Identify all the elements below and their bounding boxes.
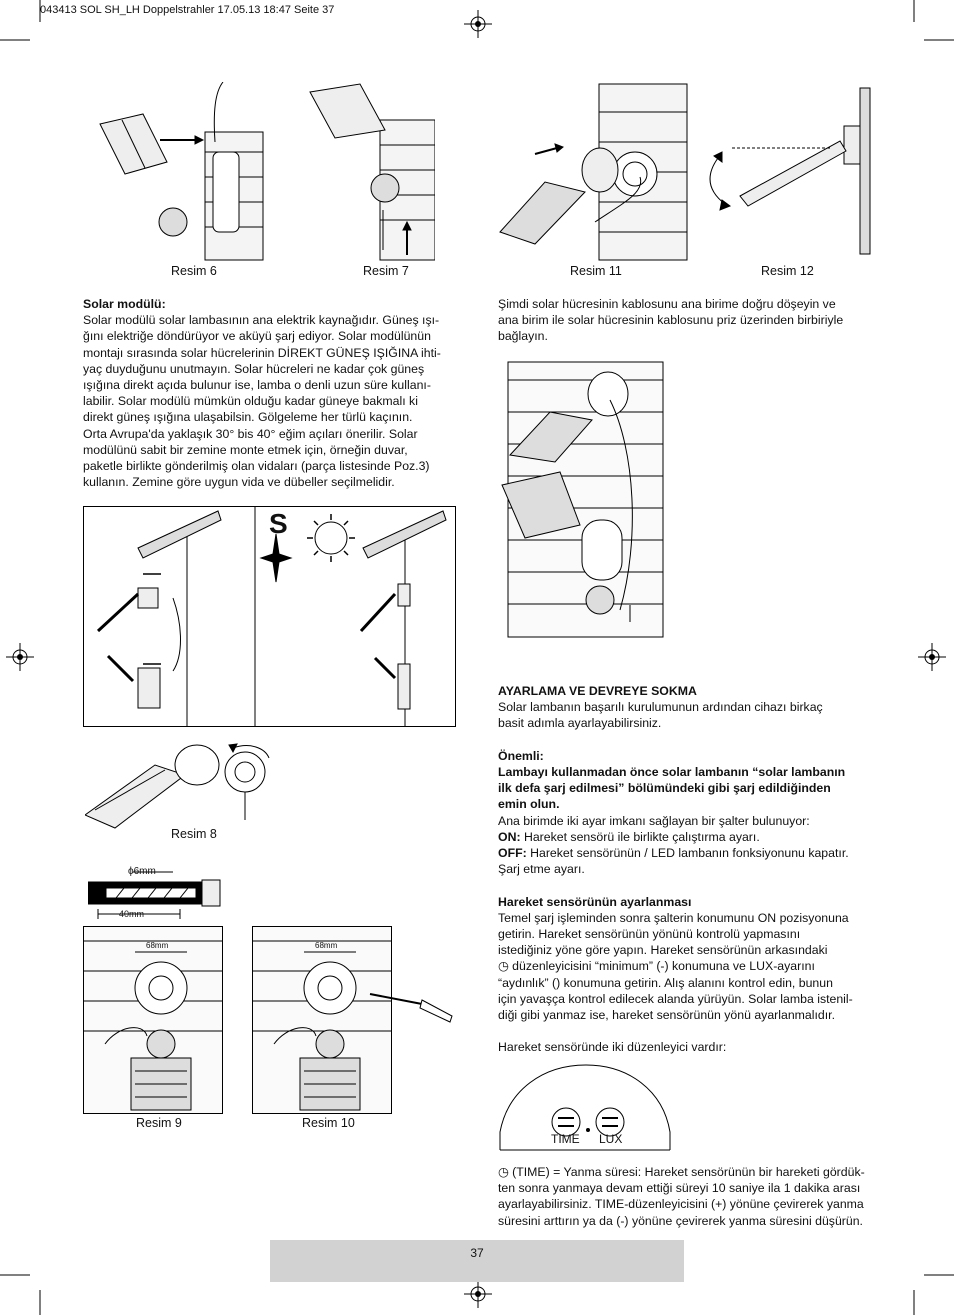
time-line: ten sonra yanmaya devam ettiği süreyi 10 saniye ila 1 dakika arası bbox=[498, 1181, 861, 1196]
motion-line-with-clock: ◷ düzenleyicisini “minimum” (-) konumuna ve LUX-ayarını bbox=[498, 959, 815, 974]
figure-resim-7 bbox=[305, 80, 435, 262]
motion-line: için yavaşça kontrol edilecek alanda yürüyün. Solar lamba istenil- bbox=[498, 991, 853, 1006]
caption-resim-12: Resim 12 bbox=[761, 264, 814, 278]
solar-module-section bbox=[83, 296, 463, 490]
important-line: emin olun. bbox=[498, 797, 560, 812]
caption-resim-9: Resim 9 bbox=[136, 1116, 182, 1130]
drill-diameter-label: ϕ6mm bbox=[128, 866, 156, 877]
figure-drill bbox=[88, 862, 228, 922]
clock-icon: ◷ bbox=[498, 959, 509, 974]
regulators-line: Hareket sensöründe iki düzenleyici vardır: bbox=[498, 1040, 727, 1055]
on-label: ON: bbox=[498, 829, 521, 844]
registration-mark-top-icon bbox=[464, 10, 492, 38]
intro-line: bağlayın. bbox=[498, 329, 548, 344]
intro-line: Şimdi solar hücresinin kablosunu ana birime doğru döşeyin ve bbox=[498, 297, 836, 311]
drill-depth-label: 40mm bbox=[119, 909, 145, 919]
solar-line: modülünü sabit bir zemine monte etmek için, örneğin duvar, bbox=[83, 442, 408, 457]
solar-module-title: Solar modülü: bbox=[83, 297, 166, 311]
registration-mark-right-icon bbox=[918, 643, 946, 671]
south-mark-label: S bbox=[269, 508, 288, 539]
registration-mark-left-icon bbox=[6, 643, 34, 671]
off-label: OFF: bbox=[498, 846, 527, 861]
caption-resim-6: Resim 6 bbox=[171, 264, 217, 278]
solar-line: kullanın. Zemine göre uygun vida ve dübeller seçilmelidir. bbox=[83, 475, 395, 490]
time-line: ayarlayabilirsiniz. TIME-düzenleyicisini (+) yönüne çevirerek yanma bbox=[498, 1197, 864, 1212]
page-footer bbox=[270, 1240, 684, 1282]
off-text: Hareket sensörünün / LED lambanın fonksiyonunu kapatır. bbox=[526, 846, 849, 861]
setup-section bbox=[498, 683, 888, 1056]
motion-line: istediğiniz yöne göre yapın. Hareket sensörünün arkasındaki bbox=[498, 943, 828, 958]
figure-resim-12 bbox=[700, 86, 872, 256]
motion-title: Hareket sensörünün ayarlanması bbox=[498, 894, 692, 909]
on-text: Hareket sensörü ile birlikte çalıştırma ayarı. bbox=[520, 829, 760, 844]
time-line-with-clock: ◷ (TIME) = Yanma süresi: Hareket sensörünün bir hareketi gördük- bbox=[498, 1165, 865, 1179]
lux-dial-label: LUX bbox=[599, 1132, 623, 1146]
figure-cable-connection bbox=[500, 360, 670, 640]
spacing-label-10: 68mm bbox=[315, 941, 338, 950]
solar-line: labilir. Solar modülü mümkün olduğu kadar güneye bakmalı ki bbox=[83, 394, 418, 409]
figure-resim-9 bbox=[83, 926, 223, 1114]
setup-line: basit adımla ayarlayabilirsiniz. bbox=[498, 716, 662, 731]
figure-resim-6 bbox=[95, 82, 265, 262]
caption-resim-8: Resim 8 bbox=[171, 827, 217, 841]
on-setting bbox=[498, 829, 888, 845]
figure-resim-11 bbox=[495, 82, 690, 262]
print-header: 043413 SOL SH_LH Doppelstrahler 17.05.13 18:47 Seite 37 bbox=[40, 4, 335, 16]
caption-resim-7: Resim 7 bbox=[363, 264, 409, 278]
spacing-label-9: 68mm bbox=[146, 941, 169, 950]
figure-dials bbox=[498, 1060, 673, 1152]
motion-line: diği gibi yanmaz ise, hareket sensörünün yönü ayarlanmalıdır. bbox=[498, 1008, 835, 1023]
solar-line: ışığına direkt açıda bulunur ise, lamba o denli uzun süre kullanı- bbox=[83, 378, 431, 393]
motion-line: Temel şarj işleminden sonra şalterin konumunu ON pozisyonuna bbox=[498, 910, 849, 925]
caption-resim-11: Resim 11 bbox=[570, 264, 622, 278]
page-number: 37 bbox=[470, 1246, 484, 1260]
cable-intro-section bbox=[498, 296, 883, 345]
important-line: Lambayı kullanmadan önce solar lambanın “solar lambanın bbox=[498, 765, 846, 780]
switch-line: Ana birimde iki ayar imkanı sağlayan bir şalter bulunuyor: bbox=[498, 813, 810, 828]
solar-line: direkt güneş ışığına ulaşabilsin. Gölgeleme her türlü kaçının. bbox=[83, 410, 413, 425]
solar-line: montajı sırasında solar hücrelerinin DİREKT GÜNEŞ IŞIĞINA ihti- bbox=[83, 345, 441, 360]
motion-line: getirin. Hareket sensörünün yönünü kontrolü yapmasını bbox=[498, 927, 801, 942]
time-section bbox=[498, 1164, 888, 1229]
off-setting bbox=[498, 845, 888, 861]
registration-mark-bottom-icon bbox=[464, 1280, 492, 1308]
intro-line: ana birim ile solar hücresinin kablosunu priz üzerinden birbiriyle bbox=[498, 313, 844, 328]
time-line: süresini arttırın ya da (-) yönüne çevirerek yanma süresini düşürün. bbox=[498, 1213, 863, 1228]
clock-icon: ◷ bbox=[498, 1165, 509, 1179]
caption-resim-10: Resim 10 bbox=[302, 1116, 355, 1130]
figure-resim-10 bbox=[252, 926, 457, 1114]
solar-line: Orta Avrupa'da yaklaşık 30° bis 40° eğim açıları önerilir. Solar bbox=[83, 426, 418, 441]
figure-resim-8 bbox=[85, 740, 275, 830]
solar-line: ğını elektriğe döndürüyor ve aküyü şarj ediyor. Solar modülünün bbox=[83, 329, 431, 344]
setup-title: AYARLAMA VE DEVREYE SOKMA bbox=[498, 684, 697, 698]
off-text-2: Şarj etme ayarı. bbox=[498, 862, 585, 877]
time-dial-label: TIME bbox=[551, 1132, 580, 1146]
solar-line: paketle birlikte gönderilmiş olan vidaları (parça listesinde Poz.3) bbox=[83, 459, 430, 474]
important-title: Önemli: bbox=[498, 748, 544, 763]
important-line: ilk defa şarj edilmesi” bölümündeki gibi şarj edildiğinden bbox=[498, 781, 831, 796]
solar-line: yaç duyduğunu unutmayın. Solar hücreleri ne kadar çok güneş bbox=[83, 361, 425, 376]
setup-line: Solar lambanın başarılı kurulumunun ardından cihazı birkaç bbox=[498, 700, 823, 715]
motion-line: “aydınlık” () konumuna getirin. Alış alanını kontrol edin, bunun bbox=[498, 975, 833, 990]
solar-line: Solar modülü solar lambasının ana elektrik kaynağıdır. Güneş ışı- bbox=[83, 313, 440, 328]
